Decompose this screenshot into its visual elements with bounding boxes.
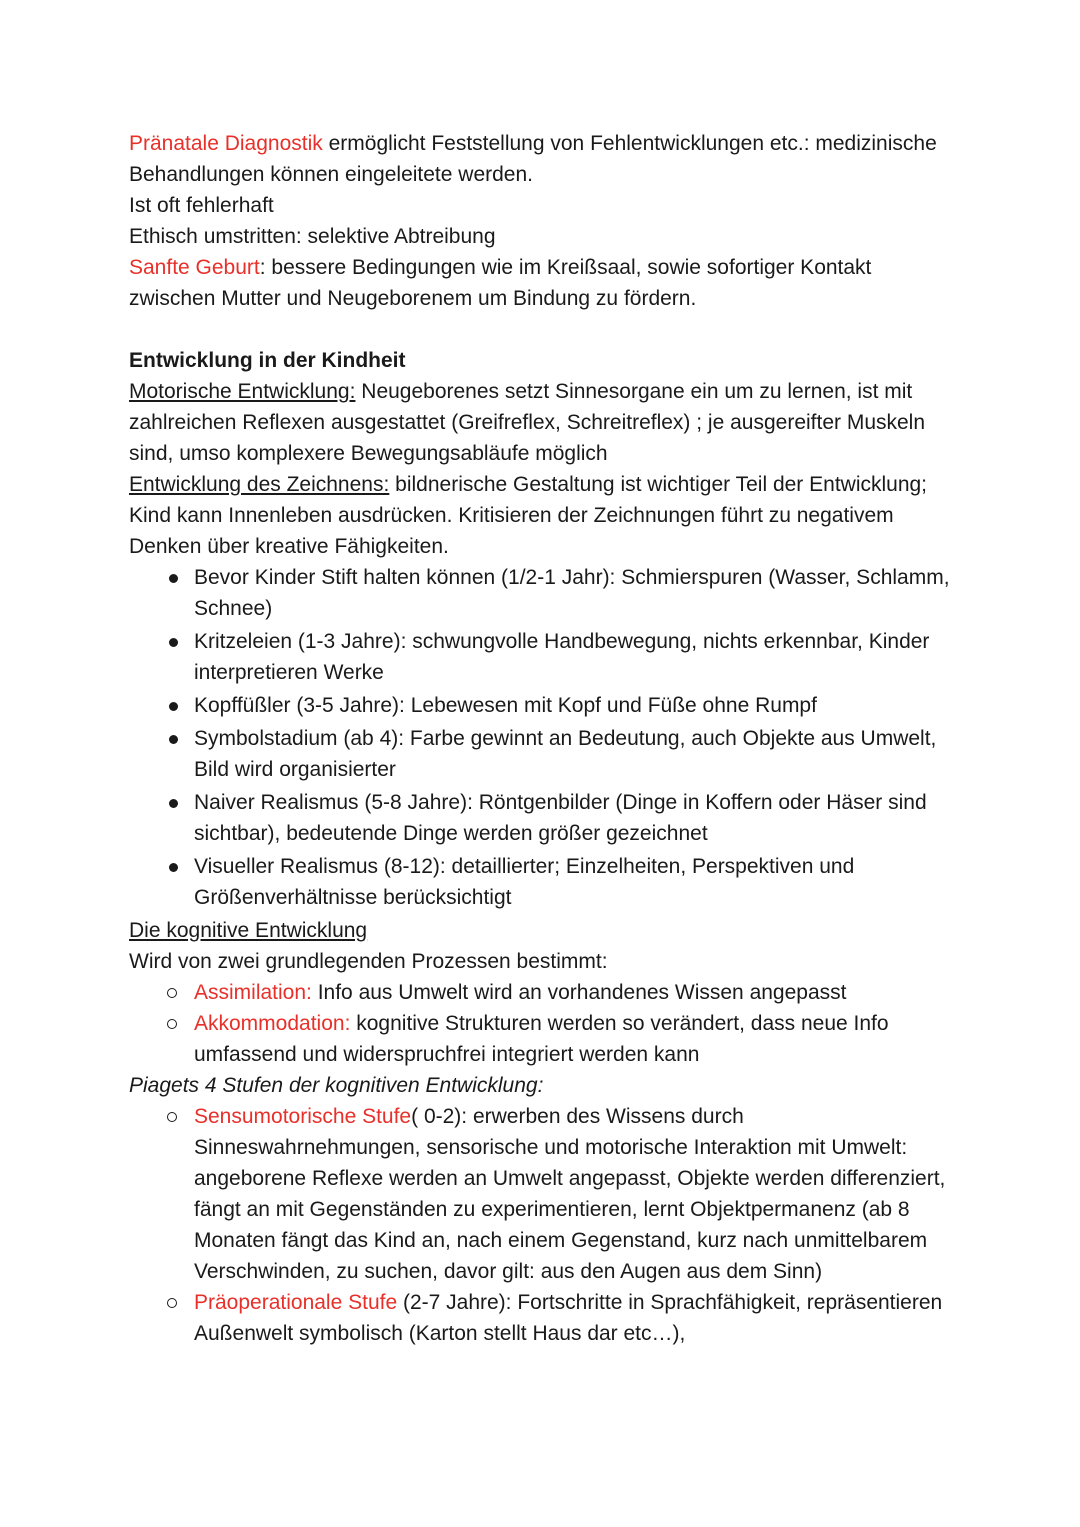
paragraph-motorische-entwicklung [129,376,959,469]
list-item [129,690,959,721]
list-item [129,851,959,913]
term-akkommodation: Akkommodation: [194,1012,351,1035]
piaget-heading: Piagets 4 Stufen der kognitiven Entwicklung: [129,1074,544,1097]
paragraph-kognitive-intro: Wird von zwei grundlegenden Prozessen bestimmt: [129,950,608,973]
bullet-icon [169,863,178,872]
paragraph-ethisch: Ethisch umstritten: selektive Abtreibung [129,225,496,248]
list-item [129,1101,959,1287]
term-sanfte-geburt: Sanfte Geburt [129,256,260,279]
list-item-text: Visueller Realismus (8-12): detaillierter; Einzelheiten, Perspektiven und Größenverhältnisse berücksichtigt [194,855,855,909]
list-item-text: Kritzeleien (1-3 Jahre): schwungvolle Handbewegung, nichts erkennbar, Kinder interpretieren Werke [194,630,930,684]
label-motorische-entwicklung: Motorische Entwicklung: [129,380,356,403]
text-motorische-entwicklung: Neugeborenes setzt Sinnesorgane ein um zu lernen, ist mit zahlreichen Reflexen ausgestattet (Greifreflex, Schreitreflex) ; je ausgereifter Muskeln sind, umso komplexere Bewegungsabläufe möglich [129,380,926,465]
drawing-stages-list [129,562,959,913]
section-heading: Entwicklung in der Kindheit [129,349,406,372]
document-body [129,128,959,1349]
list-item-text: ( 0-2): erwerben des Wissens durch Sinneswahrnehmungen, sensorische und motorische Interaktion mit Umwelt: angeborene Reflexe werden an Umwelt angepasst, Objekte werden differenziert, fängt an mit Gegenständen zu experimentieren, lernt Objektpermanenz (ab 8 Monaten fängt das Kind an, nach einem Gegenstand, kurz nach unmittelbarem Verschwinden, zu suchen, davor gilt: aus den Augen aus dem Sinn) [194,1105,946,1283]
list-item-text: Bevor Kinder Stift halten können (1/2-1 Jahr): Schmierspuren (Wasser, Schlamm, Schnee) [194,566,950,620]
bullet-icon [169,574,178,583]
processes-list [129,977,959,1070]
paragraph-sanfte-geburt [129,252,959,314]
paragraph-fehlerhaft: Ist oft fehlerhaft [129,194,274,217]
term-praenatale-diagnostik: Pränatale Diagnostik [129,132,323,155]
list-item [129,977,959,1008]
text-praenatale-diagnostik: ermöglicht Feststellung von Fehlentwicklungen etc.: medizinische Behandlungen können eingeleitete werden. [129,132,937,186]
spacer [129,314,959,345]
term-praeoperationale-stufe: Präoperationale Stufe [194,1291,398,1314]
term-assimilation: Assimilation: [194,981,312,1004]
circle-bullet-icon [167,1298,177,1308]
paragraph-praenatale-diagnostik [129,128,959,190]
list-item-text: Naiver Realismus (5-8 Jahre): Röntgenbilder (Dinge in Koffern oder Häser sind sichtbar), bedeutende Dinge werden größer gezeichnet [194,791,927,845]
list-item-text: Info aus Umwelt wird an vorhandenes Wissen angepasst [311,981,847,1004]
circle-bullet-icon [167,988,177,998]
list-item [129,1287,959,1349]
piaget-stages-list [129,1101,959,1349]
list-item-text: Symbolstadium (ab 4): Farbe gewinnt an Bedeutung, auch Objekte aus Umwelt, Bild wird organisierter [194,727,937,781]
circle-bullet-icon [167,1019,177,1029]
term-sensumotorische-stufe: Sensumotorische Stufe [194,1105,412,1128]
text-sanfte-geburt: : bessere Bedingungen wie im Kreißsaal, sowie sofortiger Kontakt zwischen Mutter und Neugeborenem um Bindung zu fördern. [129,256,872,310]
text-zeichnen: bildnerische Gestaltung ist wichtiger Teil der Entwicklung; Kind kann Innenleben ausdrücken. Kritisieren der Zeichnungen führt zu negativem Denken über kreative Fähigkeiten. [129,473,928,558]
list-item [129,626,959,688]
bullet-icon [169,735,178,744]
list-item [129,787,959,849]
list-item [129,1008,959,1070]
bullet-icon [169,638,178,647]
circle-bullet-icon [167,1112,177,1122]
list-item [129,723,959,785]
bullet-icon [169,702,178,711]
list-item-text: (2-7 Jahre): Fortschritte in Sprachfähigkeit, repräsentieren Außenwelt symbolisch (Karton stellt Haus dar etc…), [194,1291,943,1345]
label-zeichnen: Entwicklung des Zeichnens: [129,473,390,496]
list-item [129,562,959,624]
list-item-text: Kopffüßler (3-5 Jahre): Lebewesen mit Kopf und Füße ohne Rumpf [194,694,817,717]
bullet-icon [169,799,178,808]
label-kognitive-entwicklung: Die kognitive Entwicklung [129,919,368,942]
paragraph-zeichnen [129,469,959,562]
list-item-text: kognitive Strukturen werden so verändert, dass neue Info umfassend und widerspruchfrei integriert werden kann [194,1012,889,1066]
